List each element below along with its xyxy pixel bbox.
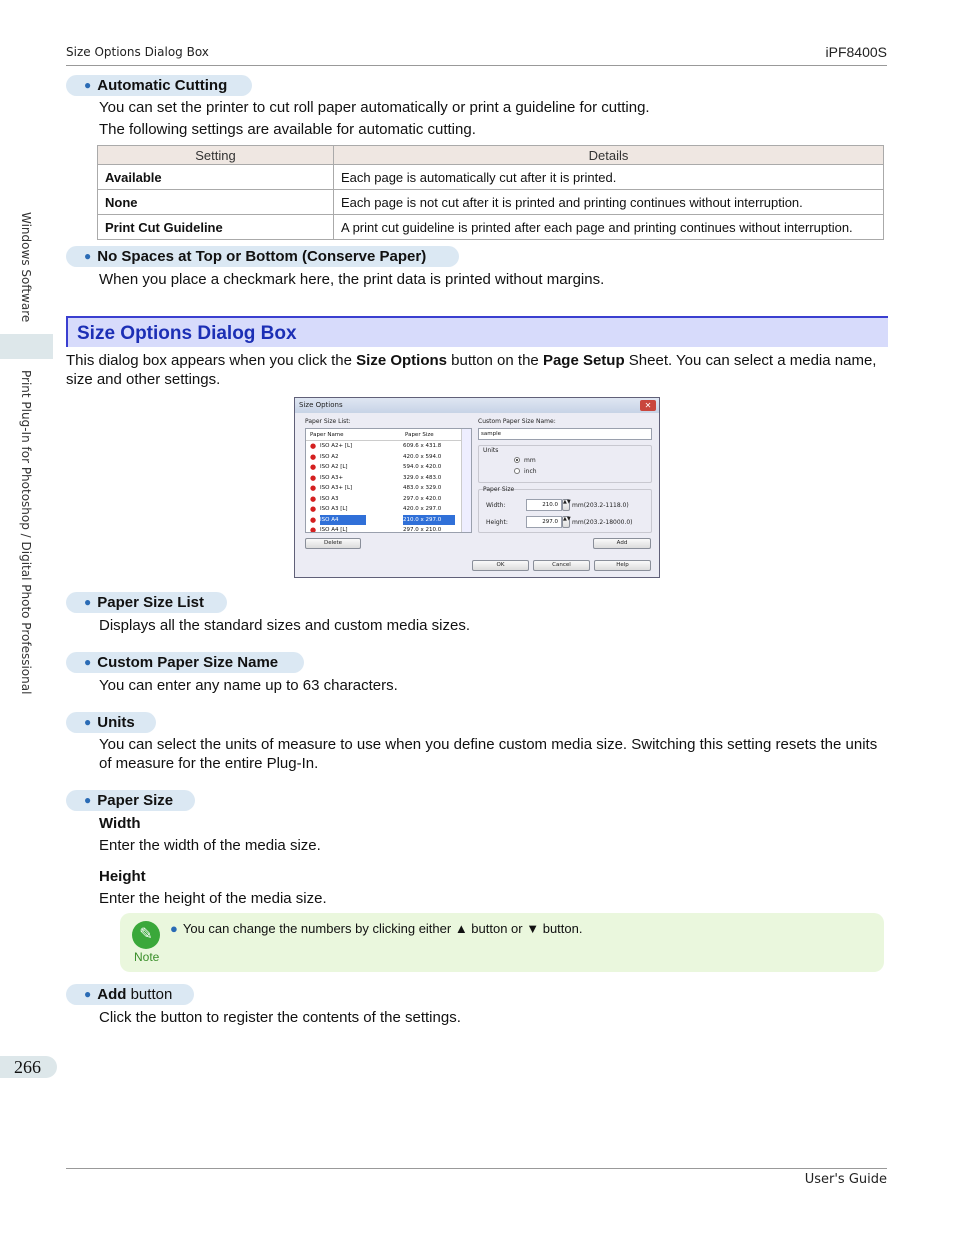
delete-button[interactable]: Delete <box>305 538 361 549</box>
no-spaces-heading: ● No Spaces at Top or Bottom (Conserve Paper) <box>66 246 459 267</box>
paper-size-label: Paper Size <box>483 486 515 493</box>
table-cell-setting: Available <box>98 165 334 190</box>
width-spinner[interactable]: ▲▼ <box>562 499 570 511</box>
unit-inch-radio[interactable] <box>514 468 520 474</box>
col-paper-size[interactable]: Paper Size <box>405 432 434 438</box>
bullet-icon: ● <box>84 987 92 1001</box>
add-text: Click the button to register the contents of the settings. <box>99 1009 461 1026</box>
red-dot-icon: ● <box>310 442 317 450</box>
page-number: 266 <box>0 1056 57 1078</box>
footer-rule <box>66 1168 887 1169</box>
running-header-model: iPF8400S <box>825 44 887 60</box>
red-dot-icon: ● <box>310 484 317 492</box>
automatic-cutting-line2: The following settings are available for automatic cutting. <box>99 121 476 138</box>
custom-name-label: Custom Paper Size Name: <box>478 418 556 425</box>
custom-name-heading: ● Custom Paper Size Name <box>66 652 304 673</box>
automatic-cutting-heading: ● Automatic Cutting <box>66 75 252 96</box>
red-dot-icon: ● <box>310 452 317 461</box>
list-item-size: 609.6 x 431.8 <box>403 443 442 449</box>
automatic-cutting-table <box>97 145 884 240</box>
list-item-size: 297.0 x 420.0 <box>403 495 442 502</box>
table-row <box>98 190 884 215</box>
running-header-section: Size Options Dialog Box <box>66 45 209 59</box>
units-group <box>478 445 652 483</box>
width-heading: Width <box>99 815 141 832</box>
table-cell-details: Each page is not cut after it is printed and printing continues without interruption. <box>334 190 884 215</box>
add-button[interactable]: Add <box>593 538 651 549</box>
red-dot-icon: ● <box>310 494 317 503</box>
add-heading: ● Add button <box>66 984 194 1005</box>
units-heading: ● Units <box>66 712 156 733</box>
list-item-name: ISO A4 [L] <box>320 527 348 533</box>
red-dot-icon: ● <box>310 526 317 533</box>
list-item[interactable] <box>306 515 471 526</box>
list-item-size: 420.0 x 297.0 <box>403 506 442 512</box>
list-scrollbar[interactable] <box>461 429 471 532</box>
red-dot-icon: ● <box>310 473 317 482</box>
width-label: Width: <box>486 502 506 509</box>
height-label: Height: <box>486 519 508 526</box>
width-range: mm(203.2-1118.0) <box>572 502 629 509</box>
list-item-name: ISO A3 <box>320 495 339 502</box>
list-item-name: ISO A3+ [L] <box>320 485 353 491</box>
unit-inch-label: inch <box>524 468 537 475</box>
units-text: You can select the units of measure to use when you define custom media size. Switching this setting resets the units of measure for the entire Plug-In. <box>99 736 878 772</box>
section-intro: This dialog box appears when you click the Size Options button on the Page Setup Sheet. You can select a media name, size and other settings. <box>66 352 877 388</box>
height-input[interactable]: 297.0 <box>526 516 562 528</box>
table-row <box>98 215 884 240</box>
custom-name-text: You can enter any name up to 63 characters. <box>99 677 398 694</box>
table-header-row <box>98 146 884 165</box>
list-item[interactable] <box>306 494 471 505</box>
note-label: Note <box>134 950 160 964</box>
list-header <box>306 429 471 441</box>
list-item[interactable] <box>306 525 471 533</box>
height-spinner[interactable]: ▲▼ <box>562 516 570 528</box>
dialog-title: Size Options <box>299 401 343 409</box>
list-item[interactable] <box>306 504 471 515</box>
bullet-icon: ● <box>84 249 92 263</box>
list-item-name: ISO A2 <box>320 453 339 460</box>
bullet-icon: ● <box>84 793 92 807</box>
list-item-name: ISO A4 <box>320 515 366 526</box>
bullet-icon: ● <box>84 715 92 729</box>
red-dot-icon: ● <box>310 463 317 471</box>
list-item-size: 420.0 x 594.0 <box>403 453 442 460</box>
side-tab-marker <box>0 334 53 359</box>
list-item-name: ISO A3 [L] <box>320 506 348 512</box>
height-heading: Height <box>99 868 146 885</box>
table-row <box>98 165 884 190</box>
paper-size-list-text: Displays all the standard sizes and custom media sizes. <box>99 617 471 634</box>
list-item-size: 594.0 x 420.0 <box>403 464 442 470</box>
red-dot-icon: ● <box>310 505 317 513</box>
size-options-dialog <box>294 397 660 578</box>
ok-button[interactable]: OK <box>472 560 529 571</box>
cancel-button[interactable]: Cancel <box>533 560 590 571</box>
unit-mm-radio[interactable] <box>514 457 520 463</box>
list-item-name: ISO A2+ [L] <box>320 443 353 449</box>
height-text: Enter the height of the media size. <box>99 890 327 907</box>
list-item-size: 483.0 x 329.0 <box>403 485 442 491</box>
list-item-size: 210.0 x 297.0 <box>403 515 455 526</box>
table-header-details: Details <box>334 146 884 165</box>
col-paper-name[interactable]: Paper Name <box>310 432 344 438</box>
units-label: Units <box>483 447 499 454</box>
bullet-icon: ● <box>84 78 92 92</box>
help-button[interactable]: Help <box>594 560 651 571</box>
section-title: Size Options Dialog Box <box>66 316 888 347</box>
red-dot-icon: ● <box>310 515 317 524</box>
bullet-icon: ● <box>84 655 92 669</box>
list-item[interactable] <box>306 452 471 463</box>
footer-guide: User's Guide <box>804 1172 887 1187</box>
list-item-name: ISO A2 [L] <box>320 464 348 470</box>
note-box <box>120 913 884 972</box>
list-item[interactable] <box>306 462 471 473</box>
size-options-ref: Size Options <box>356 352 448 369</box>
list-item-size: 297.0 x 210.0 <box>403 527 442 533</box>
paper-size-heading: ● Paper Size <box>66 790 195 811</box>
close-icon[interactable]: ✕ <box>640 400 656 411</box>
paper-size-list-label: Paper Size List: <box>305 418 351 425</box>
height-range: mm(203.2-18000.0) <box>572 519 633 526</box>
paper-size-list-heading: ● Paper Size List <box>66 592 227 613</box>
table-cell-details: Each page is automatically cut after it is printed. <box>334 165 884 190</box>
paper-size-listbox[interactable] <box>305 428 472 533</box>
pencil-icon: ✎ <box>132 921 160 949</box>
list-item[interactable] <box>306 473 471 484</box>
side-chapter: Windows Software <box>19 212 33 323</box>
table-cell-setting: None <box>98 190 334 215</box>
no-spaces-text: When you place a checkmark here, the print data is printed without margins. <box>99 271 605 288</box>
list-item-name: ISO A3+ <box>320 474 344 481</box>
automatic-cutting-line1: You can set the printer to cut roll paper automatically or print a guideline for cutting. <box>99 99 650 116</box>
page-setup-ref: Page Setup <box>542 352 625 369</box>
bullet-icon: ● <box>170 921 178 936</box>
unit-mm-label: mm <box>524 457 536 464</box>
header-rule <box>66 65 887 66</box>
width-input[interactable]: 210.0 <box>526 499 562 511</box>
custom-name-input[interactable]: sample <box>478 428 652 440</box>
list-item[interactable] <box>306 441 471 452</box>
dialog-titlebar <box>295 398 659 413</box>
bullet-icon: ● <box>84 595 92 609</box>
list-item-size: 329.0 x 483.0 <box>403 474 442 481</box>
table-cell-details: A print cut guideline is printed after each page and printing continues without interruption. <box>334 215 884 240</box>
table-header-setting: Setting <box>98 146 334 165</box>
side-subchapter: Print Plug-In for Photoshop / Digital Photo Professional <box>19 370 33 695</box>
note-text: ● You can change the numbers by clicking either ▲ button or ▼ button. <box>170 921 583 936</box>
list-item[interactable] <box>306 483 471 494</box>
table-cell-setting: Print Cut Guideline <box>98 215 334 240</box>
width-text: Enter the width of the media size. <box>99 837 321 854</box>
